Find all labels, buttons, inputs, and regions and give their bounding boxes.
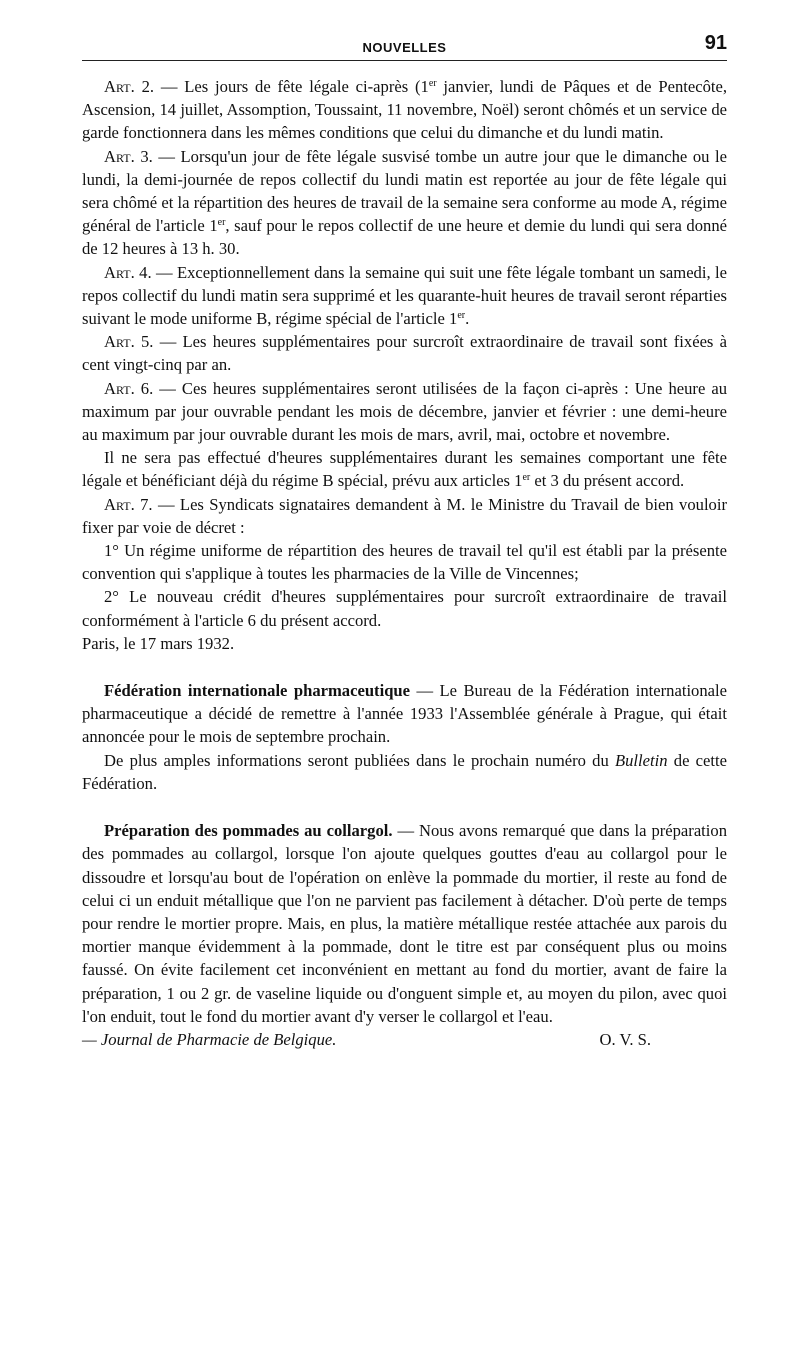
running-title: NOUVELLES (362, 40, 447, 55)
article-label: Art. 2. (104, 77, 155, 96)
signature: Paris, le 17 mars 1932. (82, 633, 235, 653)
federation-paragraph: Fédération internationale pharmaceutique — Le Bureau de la Fédération internationale pharmaceutique a décidé de remettre à l'année 1933 l'Assemblée générale à Prague, qui était annoncée pour le mois de septembre prochain. (82, 681, 727, 747)
federation-heading: Fédération internationale pharmaceutique (104, 681, 411, 701)
article-label: Art. 5. (104, 332, 154, 352)
article-6: Art. 6. — Ces heures supplémentaires seront utilisées de la façon ci-après : Une heure au maximum par jour ouvrable pendant les mois de décembre, janvier et février : une demi-heure au maximum par jour ouvrable durant les mois de mars, avril, mai, octobre et novembre. (82, 378, 728, 445)
source-journal: — Journal de Pharmacie de Belgique. (82, 1029, 337, 1049)
article-7-item-1: 1° Un régime uniforme de répartition des heures de travail tel qu'il est établi par la présente convention qui s'applique à toutes les pharmacies de la Ville de Vincennes; (82, 541, 727, 584)
article-5: Art. 5. — Les heures supplémentaires pour surcroît extraordinaire de travail sont fixées à cent vingt-cinq par an. (82, 332, 728, 375)
article-label: Art. 4. (104, 262, 152, 282)
article-2: Art. 2. — Les jours de fête légale ci-après (1er janvier, lundi de Pâques et de Pentecôte, Ascension, 14 juillet, Assomption, Toussaint, 11 novembre, Noël) seront chômés et un service de garde fonctionnera dans les mêmes conditions que celui du dimanche et du lundi matin. (82, 77, 727, 143)
article-4: Art. 4. — Exceptionnellement dans la semaine qui suit une fête légale tombant un samedi, le repos collectif du lundi matin sera supprimé et les quarante-huit heures de travail seront réparties suivant le mode uniforme B, régime spécial de l'article 1er. (82, 262, 727, 329)
collargol-section (82, 819, 727, 1051)
page-header (82, 30, 727, 61)
page-body (82, 75, 727, 1051)
article-label: Art. 7. (104, 494, 153, 514)
page (82, 30, 727, 1051)
bulletin-title: Bulletin (615, 750, 668, 770)
article-6-paragraph: Il ne sera pas effectué d'heures supplémentaires durant les semaines comportant une fête légale et bénéficiant déjà du régime B spécial, prévu aux articles 1er et 3 du présent accord. (82, 448, 727, 491)
article-7: Art. 7. — Les Syndicats signataires demandent à M. le Ministre du Travail de bien vouloir fixer par voie de décret : (82, 494, 727, 537)
page-number: 91 (704, 32, 727, 54)
federation-section (82, 679, 727, 795)
author-initials: O. V. S. (599, 1029, 651, 1049)
article-3: Art. 3. — Lorsqu'un jour de fête légale susvisé tombe un autre jour que le dimanche ou le lundi, la demi-journée de repos collectif du lundi matin est reportée au jour de fête légale qui sera chômé et la répartition des heures de travail de la semaine sera conforme au mode A, régime général de l'article 1er, sauf pour le repos collectif de une heure et demie du lundi qui sera donné de 12 heures à 13 h. 30. (82, 146, 727, 259)
article-7-item-2: 2° Le nouveau crédit d'heures supplémentaires pour surcroît extraordinaire de travail conformément à l'article 6 du présent accord. (82, 587, 727, 630)
article-label: Art. 6. (104, 378, 154, 398)
source-line (82, 1028, 727, 1051)
federation-paragraph-2: De plus amples informations seront publiées dans le prochain numéro du Bulletin de cette Fédération. (82, 750, 727, 793)
article-label: Art. 3. (104, 146, 153, 166)
collargol-heading: Préparation des pommades au collargol. (104, 821, 393, 841)
collargol-paragraph: Préparation des pommades au collargol. — Nous avons remarqué que dans la préparation des pommades au collargol, lorsque l'on ajoute quelques gouttes d'eau au collargol pour le dissoudre et lorsqu'au bout de l'opération on enlève la pommade du mortier, il reste au fond de celui ci un enduit métallique que l'on ne parvient pas facilement à détacher. D'où perte de temps pour rendre le mortier propre. Mais, en plus, la matière métallique restée attachée aux parois du mortier manque évidemment à la pommade, dont le titre est par conséquent plus ou moins faussé. On évite facilement cet inconvénient en mettant au fond du mortier, avant de faire la préparation, 1 ou 2 gr. de vaseline liquide ou d'onguent simple et, au moyen du pilon, avec quoi l'on enduit, tout le fond du mortier avant d'y verser le collargol et l'eau. (82, 821, 727, 1026)
